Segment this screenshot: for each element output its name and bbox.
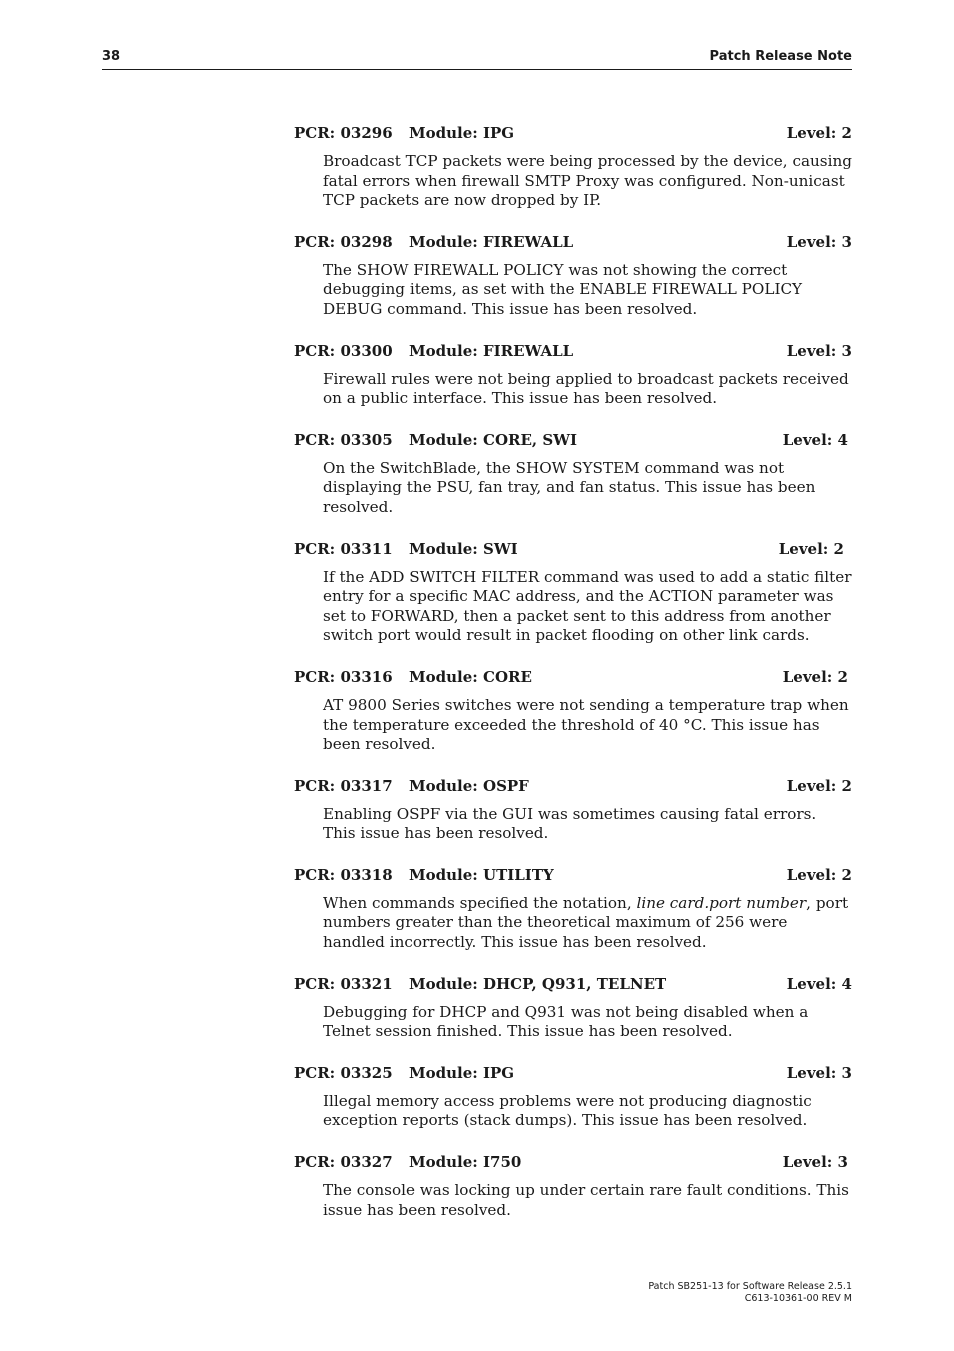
pcr-entry-header <box>294 342 852 360</box>
pcr-number: PCR: 03296 <box>294 124 393 142</box>
pcr-description: The SHOW FIREWALL POLICY was not showing the correct debugging items, as set with the ENABLE FIREWALL POLICY DEBUG command. This issue has been resolved. <box>323 260 803 318</box>
pcr-number: PCR: 03325 <box>294 1063 393 1082</box>
pcr-module: Module: IPG <box>409 124 515 142</box>
pcr-list <box>294 124 852 1220</box>
pcr-module: Module: DHCP, Q931, TELNET <box>409 974 667 993</box>
pcr-entry-03316 <box>294 668 852 755</box>
pcr-description: If the ADD SWITCH FILTER command was used to add a static filter entry for a specific MAC address, and the ACTION parameter was set to FORWARD, then a packet sent to this address from another switch port would result in packet flooding on other link cards. <box>323 567 852 645</box>
pcr-entry-header <box>294 866 852 884</box>
pcr-entry-header <box>294 1153 852 1171</box>
pcr-module: Module: FIREWALL <box>409 232 574 251</box>
pcr-level: Level: 2 <box>778 539 844 558</box>
pcr-level: Level: 2 <box>786 865 852 884</box>
description-notation: line card.port number <box>636 893 807 912</box>
pcr-module: Module: I750 <box>409 1153 522 1172</box>
pcr-number: PCR: 03317 <box>294 776 393 795</box>
pcr-number: PCR: 03300 <box>294 341 393 360</box>
pcr-entry-header <box>294 124 852 142</box>
pcr-description: Enabling OSPF via the GUI was sometimes causing fatal errors. This issue has been resolved. <box>323 804 817 843</box>
pcr-entry-03317 <box>294 777 852 844</box>
pcr-number: PCR: 03305 <box>294 430 393 449</box>
pcr-level: Level: 4 <box>786 974 852 993</box>
pcr-description: Illegal memory access problems were not producing diagnostic exception reports (stack dumps). This issue has been resolved. <box>323 1091 812 1130</box>
pcr-entry-03327 <box>294 1153 852 1220</box>
pcr-entry-header <box>294 777 852 795</box>
pcr-number: PCR: 03318 <box>294 865 393 884</box>
pcr-entry-header <box>294 1064 852 1082</box>
page-number: 38 <box>102 49 121 64</box>
pcr-description: Firewall rules were not being applied to broadcast packets received on a public interface. This issue has been resolved. <box>323 369 849 408</box>
pcr-module: Module: IPG <box>409 1063 515 1082</box>
pcr-level: Level: 2 <box>786 124 852 142</box>
pcr-module: Module: OSPF <box>409 776 529 795</box>
document-title: Patch Release Note <box>709 49 852 64</box>
pcr-entry-header <box>294 431 852 449</box>
description-text: When commands specified the notation, <box>323 893 637 912</box>
pcr-module: Module: SWI <box>409 539 518 558</box>
pcr-module: Module: FIREWALL <box>409 341 574 360</box>
pcr-module: Module: CORE <box>409 667 532 686</box>
pcr-entry-header <box>294 975 852 993</box>
pcr-description: The console was locking up under certain rare fault conditions. This issue has been resolved. <box>323 1181 849 1219</box>
pcr-level: Level: 3 <box>782 1153 848 1172</box>
pcr-module: Module: UTILITY <box>409 865 554 884</box>
pcr-number: PCR: 03316 <box>294 667 393 686</box>
pcr-number: PCR: 03321 <box>294 974 393 993</box>
pcr-number: PCR: 03327 <box>294 1153 393 1172</box>
description-text: , port numbers greater than the theoretical maximum of 256 were handled incorrectly. This issue has been resolved. <box>323 893 849 952</box>
pcr-level: Level: 3 <box>786 341 852 360</box>
pcr-entry-03325 <box>294 1064 852 1131</box>
pcr-level: Level: 2 <box>786 776 852 795</box>
pcr-description: Debugging for DHCP and Q931 was not being disabled when a Telnet session finished. This issue has been resolved. <box>323 1002 809 1041</box>
pcr-description: Broadcast TCP packets were being processed by the device, causing fatal errors when firewall SMTP Proxy was configured. Non-unicast TCP packets are now dropped by IP. <box>323 152 852 210</box>
pcr-entry-header <box>294 540 852 558</box>
pcr-module: Module: CORE, SWI <box>409 430 578 449</box>
pcr-entry-03321 <box>294 975 852 1042</box>
page-header <box>102 47 852 70</box>
footer-patch-line: Patch SB251-13 for Software Release 2.5.1 <box>648 1281 852 1292</box>
pcr-entry-03311 <box>294 540 852 646</box>
pcr-entry-03300 <box>294 342 852 409</box>
pcr-number: PCR: 03298 <box>294 232 393 251</box>
pcr-entry-header <box>294 233 852 251</box>
pcr-entry-03318 <box>294 866 852 953</box>
pcr-description: AT 9800 Series switches were not sending a temperature trap when the temperature exceeded the threshold of 40 °C. This issue has been resolved. <box>323 695 849 754</box>
pcr-description: On the SwitchBlade, the SHOW SYSTEM command was not displaying the PSU, fan tray, and fan status. This issue has been resolved. <box>323 458 816 516</box>
pcr-entry-header <box>294 668 852 686</box>
pcr-entry-03305 <box>294 431 852 518</box>
pcr-number: PCR: 03311 <box>294 539 393 558</box>
pcr-level: Level: 4 <box>782 430 848 449</box>
footer-doc-number: C613-10361-00 REV M <box>744 1293 852 1304</box>
pcr-level: Level: 3 <box>786 232 852 251</box>
pcr-level: Level: 3 <box>786 1063 852 1082</box>
page-footer <box>648 1281 852 1305</box>
pcr-level: Level: 2 <box>782 667 848 686</box>
pcr-entry-03298 <box>294 233 852 320</box>
pcr-entry-03296 <box>294 124 852 211</box>
pcr-description <box>323 894 852 953</box>
